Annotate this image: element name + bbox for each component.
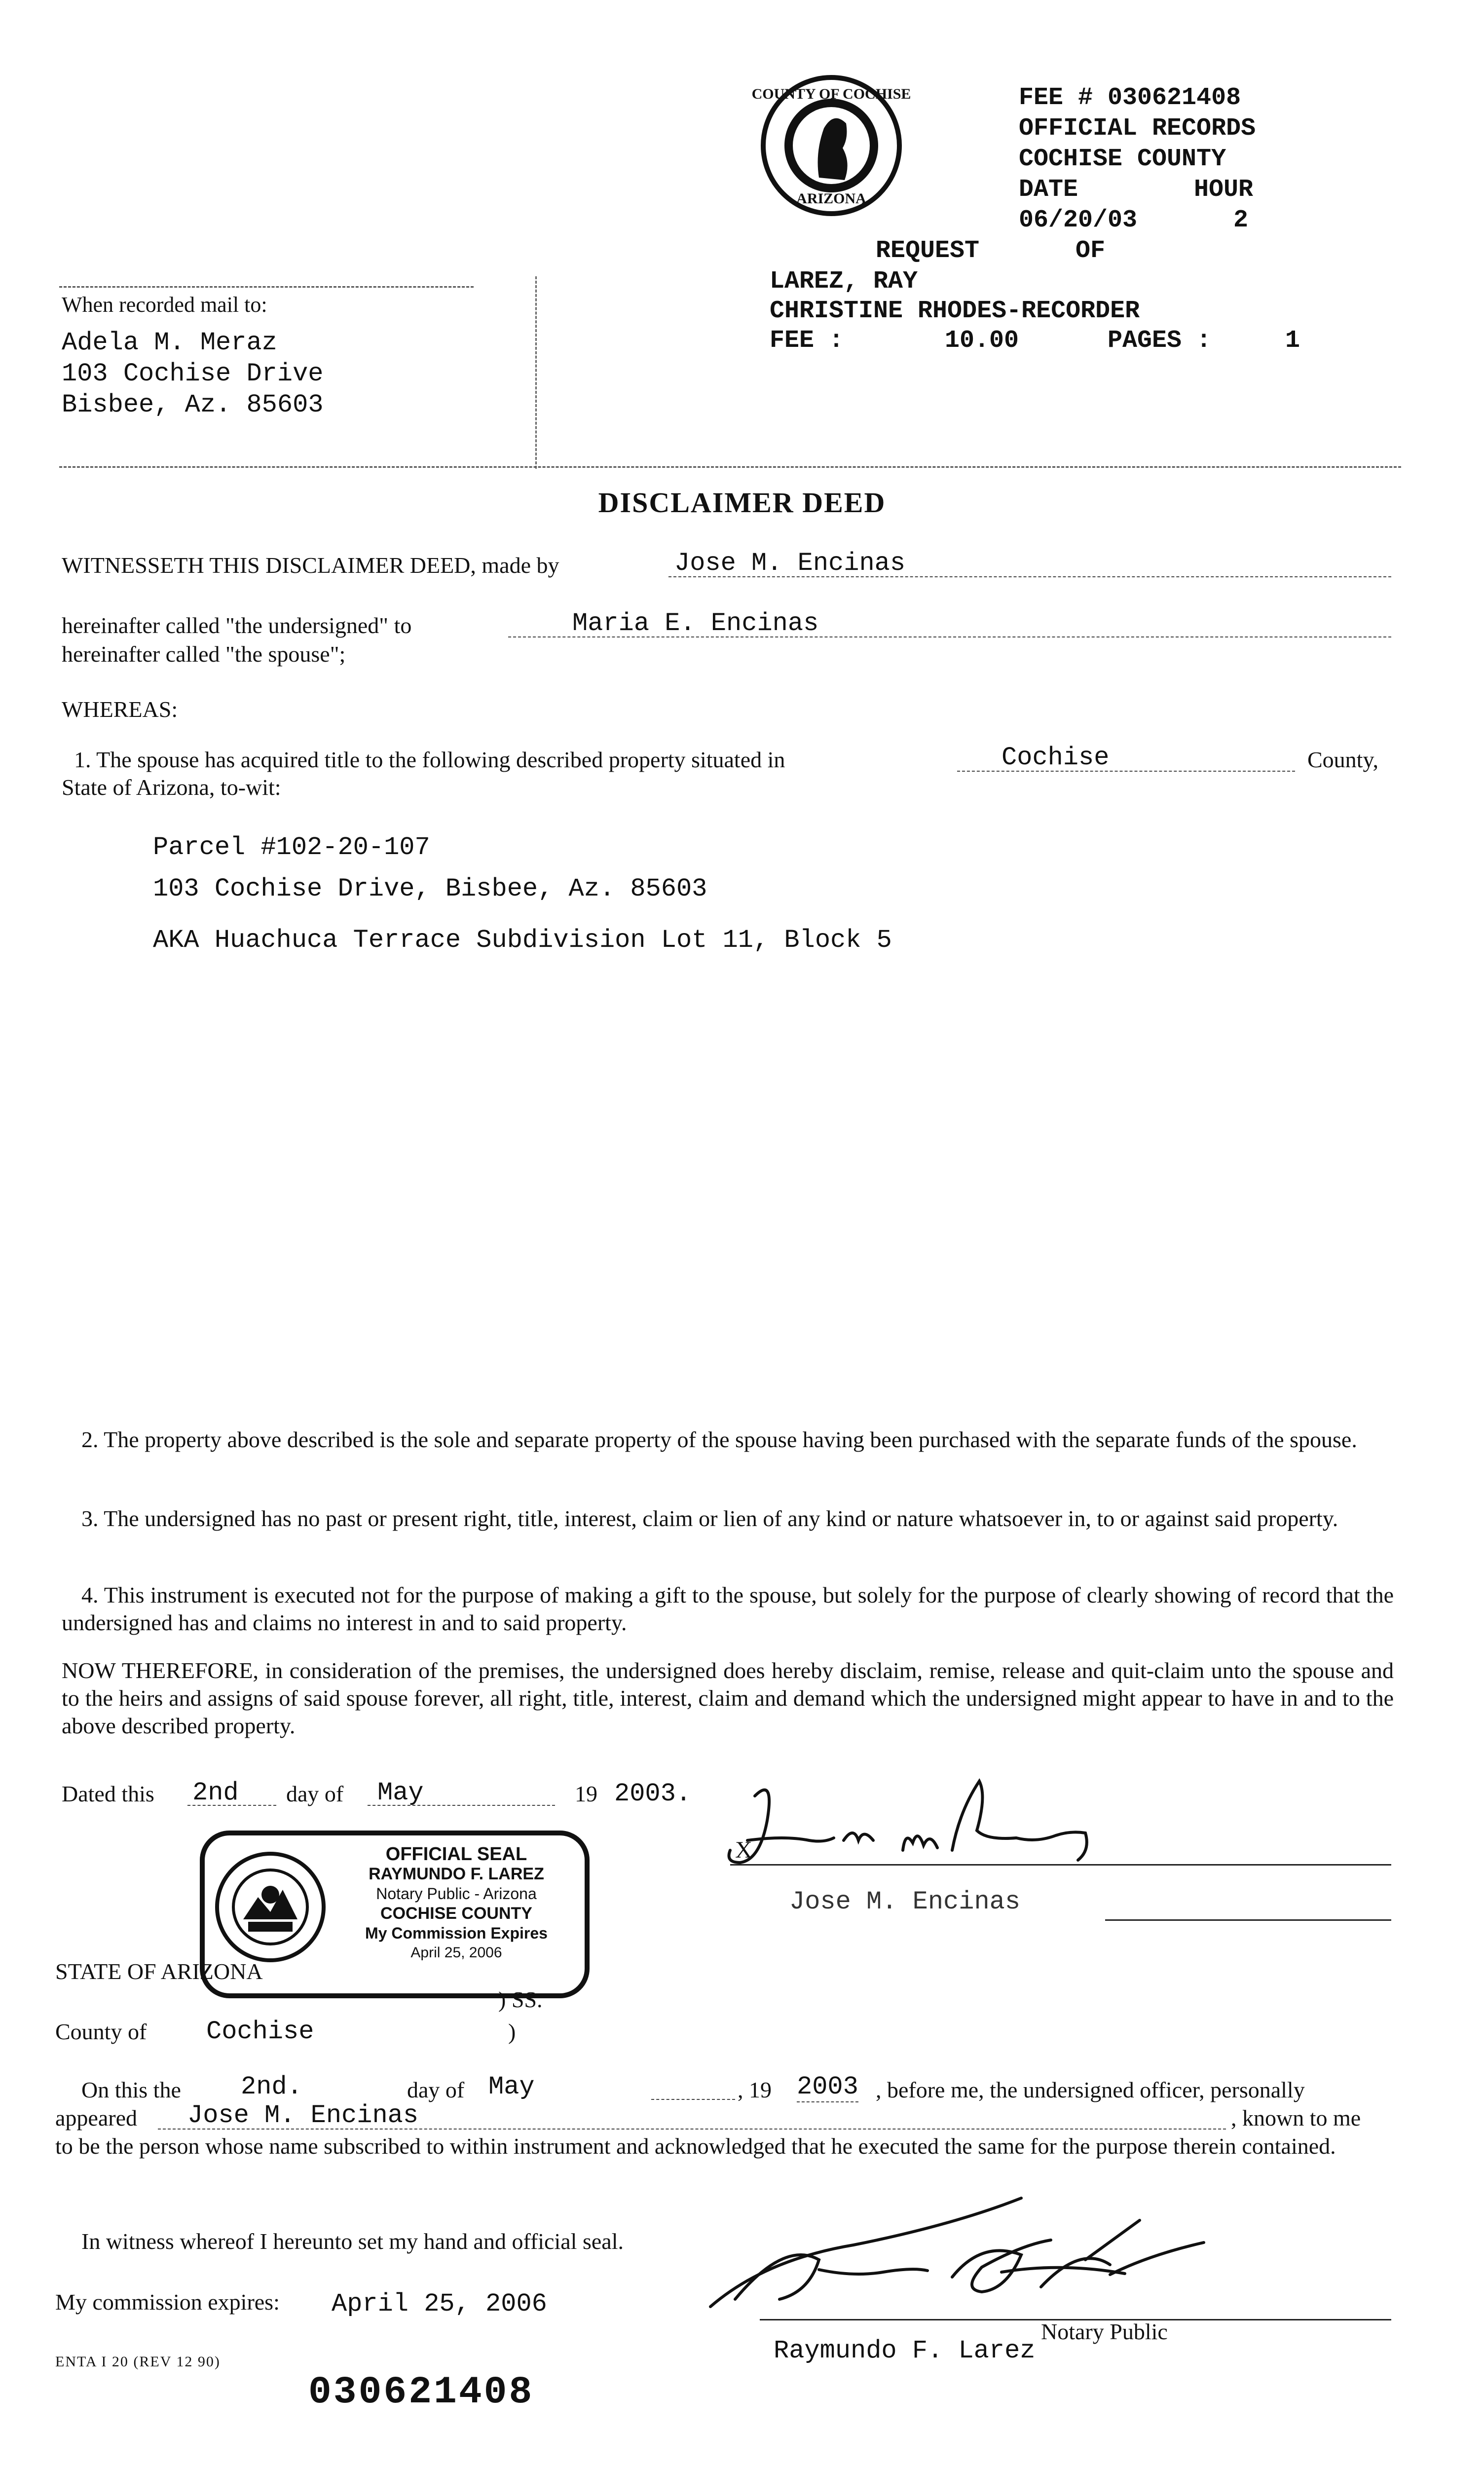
ack-century: , 19 bbox=[738, 2077, 772, 2102]
svg-text:ARIZONA: ARIZONA bbox=[796, 190, 866, 207]
dated-day: 2nd bbox=[192, 1778, 239, 1807]
svg-text:COUNTY OF COCHISE: COUNTY OF COCHISE bbox=[751, 86, 911, 102]
ack-year-value: 2003 bbox=[797, 2072, 858, 2101]
county-line bbox=[957, 743, 1295, 772]
seal-notary-title: Notary Public - Arizona bbox=[376, 1885, 537, 1903]
county-of-label: County of bbox=[55, 2019, 147, 2044]
commission-label: My commission expires: bbox=[55, 2289, 280, 2315]
dated-this: Dated this bbox=[62, 1781, 154, 1806]
appeared-line bbox=[158, 2101, 1226, 2130]
recorder-name: CHRISTINE RHODES-RECORDER bbox=[770, 297, 1140, 325]
header-bottom-rule bbox=[59, 466, 1401, 468]
county-value: Cochise bbox=[1002, 743, 1110, 772]
property-aka: AKA Huachuca Terrace Subdivision Lot 11, Block 5 bbox=[153, 926, 892, 955]
appeared-label: appeared bbox=[55, 2105, 137, 2131]
recorder-county: COCHISE COUNTY bbox=[1019, 145, 1226, 173]
before-me-text: , before me, the undersigned officer, personally bbox=[876, 2077, 1305, 2102]
ack-day-value: 2nd. bbox=[241, 2072, 302, 2101]
seal-county: COCHISE COUNTY bbox=[380, 1904, 532, 1923]
mail-to-city: Bisbee, Az. 85603 bbox=[62, 390, 324, 419]
mail-box-right-rule bbox=[535, 276, 537, 469]
signature-line-2 bbox=[1105, 1919, 1391, 1921]
document-number: 030621408 bbox=[308, 2371, 534, 2414]
clause1-state: State of Arizona, to-wit: bbox=[62, 775, 281, 800]
undersigned-label: hereinafter called "the undersigned" to bbox=[62, 613, 412, 638]
fee-label: FEE : bbox=[770, 327, 844, 355]
clause-3: 3. The undersigned has no past or present right, title, interest, claim or lien of any kind or nature whatsoever in, to or against said property. bbox=[81, 1506, 1338, 1531]
dated-year: 2003. bbox=[614, 1779, 692, 1808]
parcel-number: Parcel #102-20-107 bbox=[153, 833, 430, 862]
made-by-value: Jose M. Encinas bbox=[674, 549, 906, 578]
form-code: ENTA I 20 (REV 12 90) bbox=[55, 2354, 221, 2370]
arizona-seal-icon bbox=[214, 1850, 327, 1964]
made-by-line bbox=[668, 549, 1391, 577]
in-witness: In witness whereof I hereunto set my hand and official seal. bbox=[81, 2229, 624, 2254]
clause-4: 4. This instrument is executed not for the purpose of making a gift to the spouse, but solely for the purpose of clearly showing of record that the undersigned has and claims no interest in and to said property. bbox=[62, 1582, 1394, 1635]
ack-month-value: May bbox=[488, 2072, 535, 2101]
dated-day-of: day of bbox=[286, 1781, 344, 1806]
mail-box-top-rule bbox=[59, 286, 474, 288]
signer-mark: X bbox=[735, 1837, 752, 1863]
date-value: 06/20/03 bbox=[1019, 206, 1138, 234]
county-seal bbox=[751, 74, 911, 217]
date-label: DATE bbox=[1019, 176, 1078, 204]
request-label: REQUEST bbox=[876, 237, 980, 265]
official-records: OFFICIAL RECORDS bbox=[1019, 114, 1256, 143]
hour-value: 2 bbox=[1233, 206, 1249, 234]
now-therefore: NOW THEREFORE, in consideration of the premises, the undersigned does hereby disclaim, remise, release and quit-claim unto the spouse and to the heirs and assigns of said spouse forever, all right, title, interest, claim and demand which the undersigned might appear to have in and to the above described property. bbox=[62, 1658, 1394, 1738]
county-word: County, bbox=[1307, 747, 1378, 772]
whereas-heading: WHEREAS: bbox=[62, 697, 178, 722]
clause-2: 2. The property above described is the sole and separate property of the spouse having been purchased with the separate funds of the spouse. bbox=[81, 1427, 1357, 1452]
clause1-text: 1. The spouse has acquired title to the following described property situated in bbox=[74, 747, 785, 772]
deed-title: DISCLAIMER DEED bbox=[598, 486, 886, 519]
spouse-label: hereinafter called "the spouse"; bbox=[62, 641, 346, 667]
on-this-label: On this the bbox=[81, 2077, 181, 2102]
requester: LAREZ, RAY bbox=[770, 267, 918, 296]
dated-day-line bbox=[187, 1778, 276, 1806]
dated-month: May bbox=[377, 1778, 424, 1807]
ss-mark: ) SS. bbox=[498, 1987, 543, 2012]
ack-body: to be the person whose name subscribed to within instrument and acknowledged that he executed the same for the purpose therein contained. bbox=[55, 2133, 1336, 2159]
notary-printed-name: Raymundo F. Larez bbox=[774, 2336, 1036, 2365]
fee-number: FEE # 030621408 bbox=[1019, 84, 1241, 112]
mail-to-street: 103 Cochise Drive bbox=[62, 359, 324, 388]
grantor-signature bbox=[710, 1776, 1145, 1890]
pages-label: PAGES : bbox=[1108, 327, 1212, 355]
notary-signature bbox=[705, 2186, 1298, 2354]
ack-county-value: Cochise bbox=[206, 2017, 314, 2046]
witnesseth-text: WITNESSETH THIS DISCLAIMER DEED, made by bbox=[62, 553, 559, 578]
dated-century: 19 bbox=[575, 1781, 597, 1806]
dated-month-line bbox=[368, 1778, 555, 1806]
ack-day-of: day of bbox=[407, 2077, 465, 2102]
notary-public-label: Notary Public bbox=[1041, 2319, 1168, 2344]
pages-value: 1 bbox=[1285, 327, 1300, 355]
hour-label: HOUR bbox=[1194, 176, 1254, 204]
ack-month-line bbox=[651, 2072, 735, 2100]
mail-to-label: When recorded mail to: bbox=[62, 293, 267, 317]
property-address: 103 Cochise Drive, Bisbee, Az. 85603 bbox=[153, 874, 707, 903]
commission-value: April 25, 2006 bbox=[332, 2289, 547, 2318]
spouse-line bbox=[508, 609, 1391, 637]
known-to-me: , known to me bbox=[1231, 2105, 1361, 2131]
seal-notary-name: RAYMUNDO F. LAREZ bbox=[369, 1865, 544, 1883]
signer-printed-name: Jose M. Encinas bbox=[789, 1887, 1021, 1916]
fee-value: 10.00 bbox=[945, 327, 1019, 355]
mail-to-name: Adela M. Meraz bbox=[62, 328, 277, 357]
spouse-value: Maria E. Encinas bbox=[572, 609, 819, 638]
appeared-name: Jose M. Encinas bbox=[187, 2101, 419, 2130]
of-label: OF bbox=[1076, 237, 1106, 265]
seal-official-seal: OFFICIAL SEAL bbox=[385, 1844, 527, 1865]
seal-expires-date: April 25, 2006 bbox=[410, 1944, 502, 1961]
seal-expires-label: My Commission Expires bbox=[365, 1924, 548, 1942]
signature-line bbox=[730, 1864, 1391, 1866]
state-of: STATE OF ARIZONA bbox=[55, 1959, 263, 1984]
county-paren: ) bbox=[508, 2019, 516, 2044]
